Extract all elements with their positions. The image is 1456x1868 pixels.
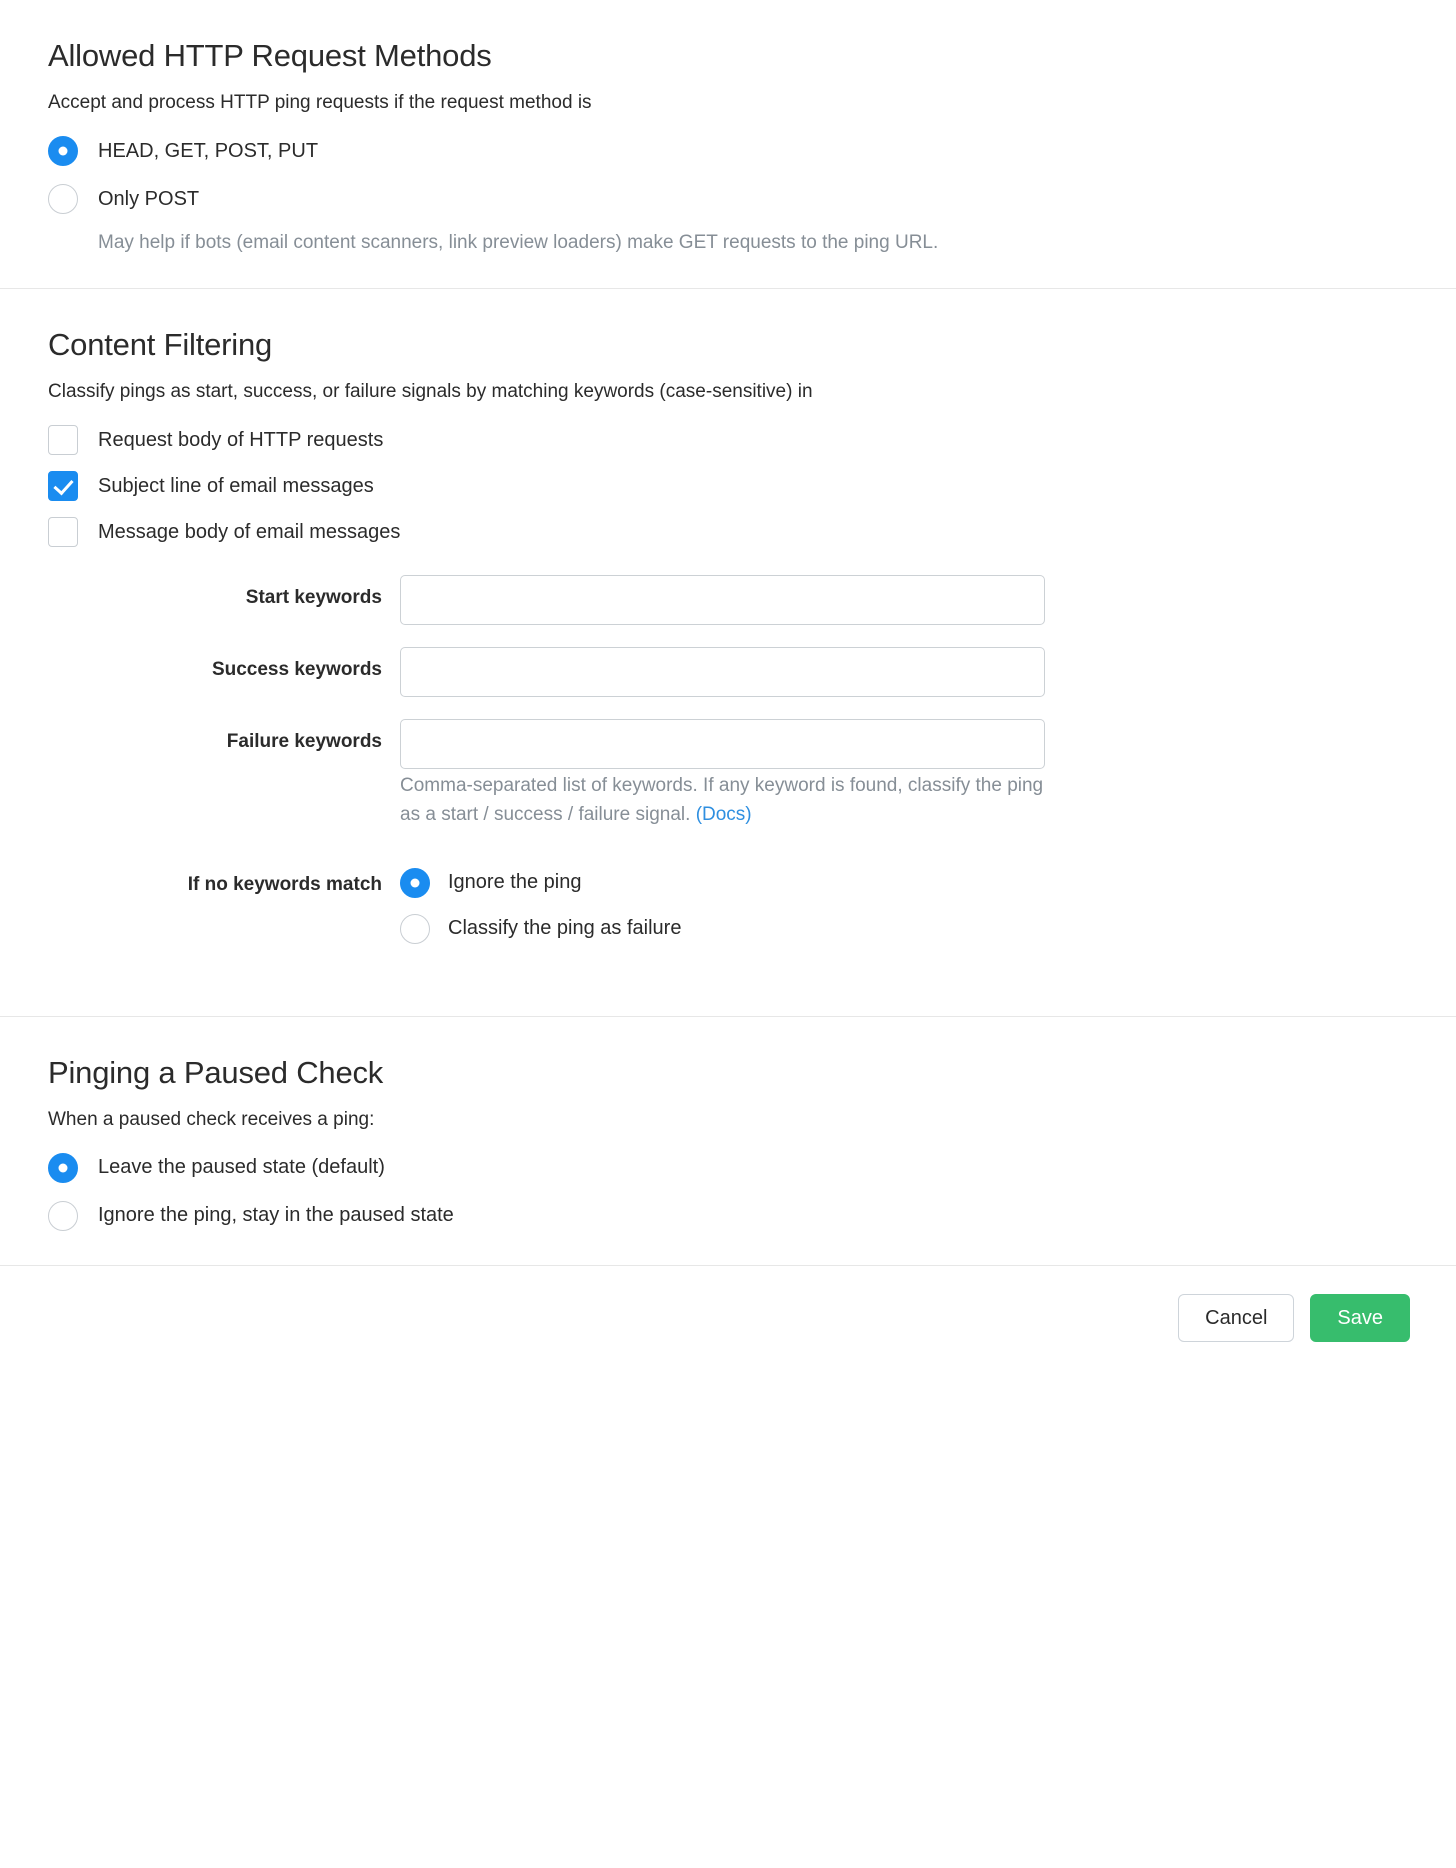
radio-icon-only-post[interactable]	[48, 184, 78, 214]
radio-icon-classify-failure[interactable]	[400, 914, 430, 944]
http-methods-note: May help if bots (email content scanners, link preview loaders) make GET requests to the ping URL.	[98, 232, 939, 253]
keywords-form	[48, 575, 1408, 960]
radio-option-only-post[interactable]	[48, 184, 1408, 214]
radio-label-ignore-ping: Ignore the ping	[448, 871, 582, 894]
radio-option-head-get-post-put[interactable]	[48, 136, 1408, 166]
save-button[interactable]: Save	[1310, 1294, 1410, 1342]
radio-label-head-get-post-put: HEAD, GET, POST, PUT	[98, 139, 319, 162]
radio-option-classify-failure[interactable]	[400, 914, 681, 944]
checkbox-label-subject-line: Subject line of email messages	[98, 474, 374, 497]
radio-label-stay-paused-state: Ignore the ping, stay in the paused state	[98, 1204, 454, 1227]
radio-option-ignore-ping[interactable]	[400, 868, 681, 898]
failure-keywords-input[interactable]	[400, 719, 1045, 769]
checkbox-label-request-body: Request body of HTTP requests	[98, 428, 384, 451]
label-no-keywords-match: If no keywords match	[187, 873, 382, 895]
section-title-content-filtering: Content Filtering	[48, 327, 273, 362]
checkbox-icon-message-body[interactable]	[48, 517, 78, 547]
section-title-paused-check: Pinging a Paused Check	[48, 1054, 384, 1090]
checkbox-label-message-body: Message body of email messages	[98, 520, 401, 543]
radio-icon-stay-paused-state[interactable]	[48, 1201, 78, 1231]
checkbox-option-request-body[interactable]	[48, 425, 1408, 455]
success-keywords-input[interactable]	[400, 647, 1045, 697]
form-footer	[0, 1266, 1456, 1372]
section-description-http-methods: Accept and process HTTP ping requests if the request method is	[48, 92, 592, 113]
start-keywords-input[interactable]	[400, 575, 1045, 625]
keywords-helper-main: Comma-separated list of keywords. If any keyword is found, classify the ping as a start / success / failure signal.	[400, 775, 1044, 826]
field-success-keywords	[400, 647, 1045, 697]
label-success-keywords: Success keywords	[211, 659, 382, 680]
field-start-keywords	[400, 575, 1045, 625]
keywords-helper-text	[400, 771, 1045, 830]
section-description-content-filtering: Classify pings as start, success, or failure signals by matching keywords (case-sensitive) in	[48, 381, 813, 402]
checkbox-option-message-body[interactable]	[48, 517, 1408, 547]
section-description-paused-check: When a paused check receives a ping:	[48, 1108, 375, 1130]
checkbox-option-subject-line[interactable]	[48, 471, 1408, 501]
section-content-filtering	[0, 289, 1456, 1017]
checkbox-icon-request-body[interactable]	[48, 425, 78, 455]
cancel-button[interactable]: Cancel	[1178, 1294, 1294, 1342]
form-row-no-keywords-match	[48, 868, 1408, 960]
label-start-keywords: Start keywords	[245, 587, 382, 608]
form-row-failure-keywords	[48, 719, 1408, 830]
form-row-success-keywords	[48, 647, 1408, 697]
radio-icon-ignore-ping[interactable]	[400, 868, 430, 898]
field-failure-keywords	[400, 719, 1045, 830]
section-http-methods	[0, 0, 1456, 289]
radio-option-leave-paused-state[interactable]	[48, 1153, 1408, 1183]
radio-label-classify-failure: Classify the ping as failure	[448, 917, 682, 940]
radio-icon-head-get-post-put[interactable]	[48, 136, 78, 166]
radio-label-only-post: Only POST	[98, 187, 200, 210]
no-keywords-match-options	[400, 868, 681, 960]
section-paused-check	[0, 1017, 1456, 1266]
radio-label-leave-paused-state: Leave the paused state (default)	[98, 1156, 385, 1179]
form-row-start-keywords	[48, 575, 1408, 625]
radio-icon-leave-paused-state[interactable]	[48, 1153, 78, 1183]
section-title-http-methods: Allowed HTTP Request Methods	[48, 38, 492, 73]
label-failure-keywords: Failure keywords	[226, 731, 382, 752]
radio-option-stay-paused-state[interactable]	[48, 1201, 1408, 1231]
docs-link[interactable]: (Docs)	[695, 804, 752, 826]
checkbox-icon-subject-line[interactable]	[48, 471, 78, 501]
